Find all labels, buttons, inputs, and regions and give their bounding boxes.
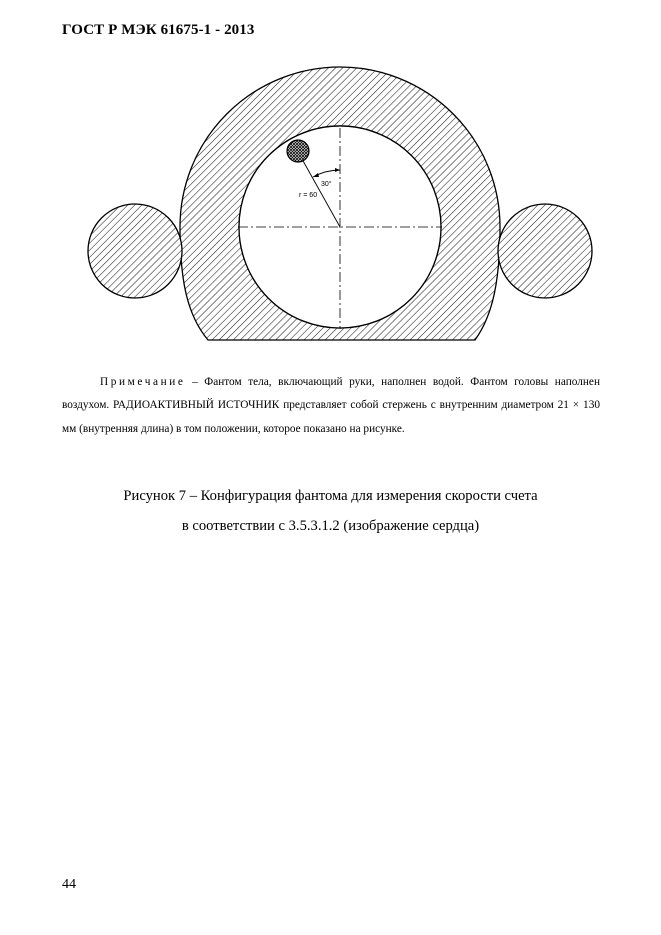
right-arm-phantom: [498, 204, 592, 298]
phantom-figure: [0, 0, 661, 360]
figure-caption-line-2: в соответствии с 3.5.3.1.2 (изображение сердца): [181, 518, 480, 534]
radioactive-source: [287, 140, 309, 162]
note-label: Примечание: [100, 376, 186, 388]
angle-label: 30°: [321, 181, 332, 188]
left-arm-phantom: [88, 204, 182, 298]
document-header: ГОСТ Р МЭК 61675-1 - 2013: [62, 22, 255, 38]
figure-note: [62, 371, 600, 441]
radius-label: r = 60: [299, 192, 318, 199]
note-text: – Фантом тела, включающий руки, наполнен водой. Фантом головы наполнен воздухом. РАДИОАКТИВНЫЙ ИСТОЧНИК представляет собой стержень с внутренним диаметром 21 × 130 мм (внутренняя длина) в том положении, которое показано на рисунке.: [62, 376, 600, 435]
figure-caption-line-1: Рисунок 7 – Конфигурация фантома для измерения скорости счета: [123, 488, 538, 504]
page-number: 44: [62, 877, 76, 892]
